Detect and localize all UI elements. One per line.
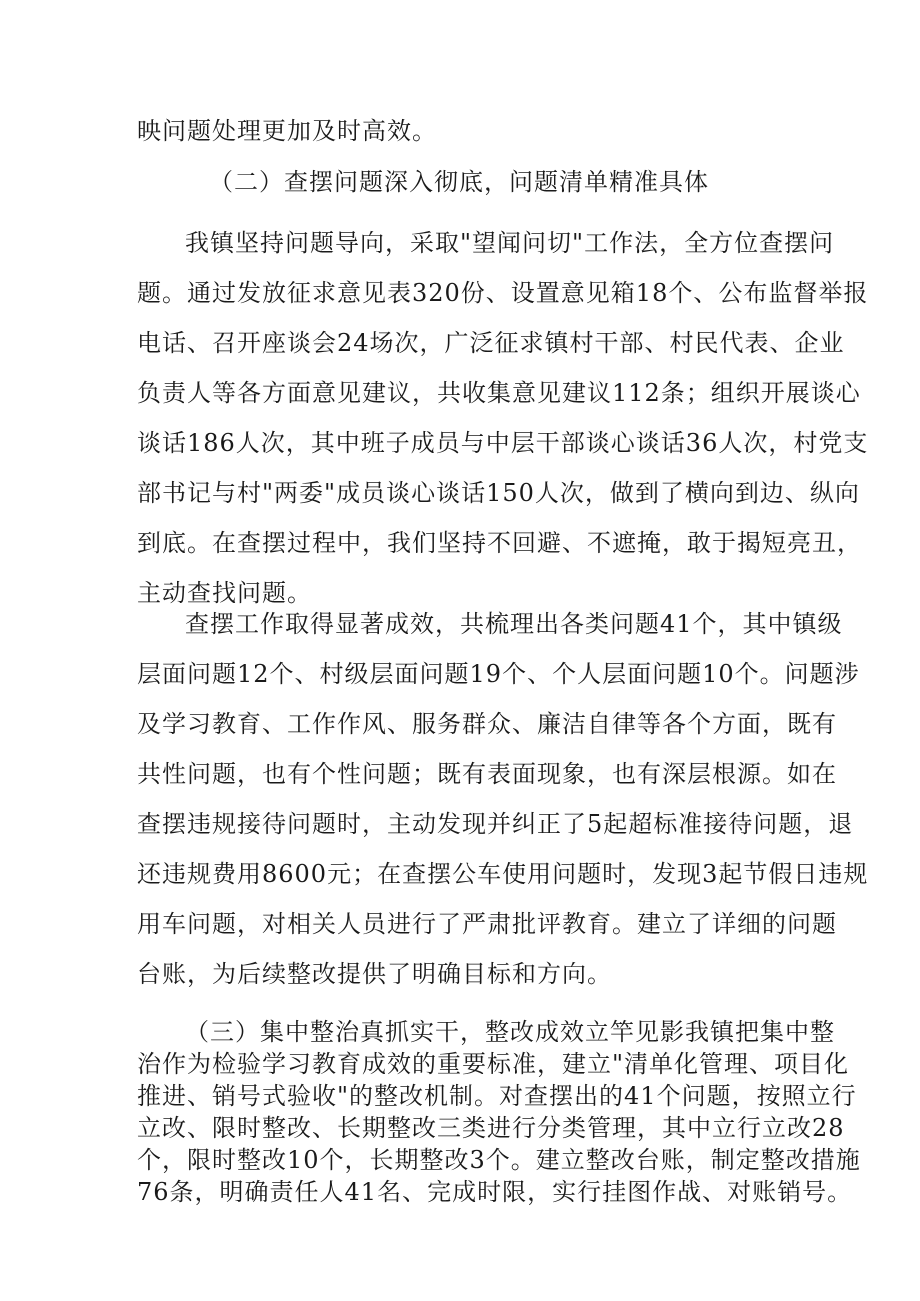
text-line: 治作为检验学习教育成效的重要标准，建立"清单化管理、项目化: [137, 1050, 850, 1078]
text-line: 到底。在查摆过程中，我们坚持不回避、不遮掩，敢于揭短亮丑，: [137, 529, 862, 557]
text-line: 谈话186人次，其中班子成员与中层干部谈心谈话36人次，村党支: [137, 429, 869, 457]
text-line: 部书记与村"两委"成员谈心谈话150人次，做到了横向到边、纵向: [137, 479, 860, 507]
text-line: 台账，为后续整改提供了明确目标和方向。: [137, 960, 612, 988]
text-line: （三）集中整治真抓实干，整改成效立竿见影我镇把集中整: [185, 1018, 835, 1046]
text-line: 推进、销号式验收"的整改机制。对查摆出的41个问题，按照立行: [137, 1082, 857, 1110]
paragraph-results: [137, 599, 869, 999]
text-line: 题。通过发放征求意见表320份、设置意见箱18个、公布监督举报: [137, 279, 869, 307]
text-line: 电话、召开座谈会24场次，广泛征求镇村干部、村民代表、企业: [137, 329, 845, 357]
text-line: 用车问题，对相关人员进行了严肃批评教育。建立了详细的问题: [137, 910, 837, 938]
paragraph-continuation: [137, 115, 789, 147]
text-line: 及学习教育、工作作风、服务群众、廉洁自律等各个方面，既有: [137, 710, 837, 738]
text-line: 查摆违规接待问题时，主动发现并纠正了5起超标准接待问题，退: [137, 810, 854, 838]
text-line: 76条，明确责任人41名、完成时限，实行挂图作战、对账销号。: [137, 1178, 853, 1206]
text-line: 我镇坚持问题导向，采取"望闻问切"工作法，全方位查摆问: [185, 229, 835, 257]
text-line: 还违规费用8600元；在查摆公车使用问题时，发现3起节假日违规: [137, 860, 869, 888]
text-line: 立改、限时整改、长期整改三类进行分类管理，其中立行立改28: [137, 1114, 845, 1142]
text-line: 层面问题12个、村级层面问题19个、个人层面问题10个。问题涉: [137, 660, 860, 688]
heading-line: （二）查摆问题深入彻底，问题清单精准具体: [209, 168, 709, 196]
section-heading-2: [137, 166, 789, 198]
text-line: 负责人等各方面意见建议，共收集意见建议112条；组织开展谈心: [137, 379, 861, 407]
text-line: 主动查找问题。: [137, 579, 312, 607]
text-line: 映问题处理更加及时高效。: [137, 117, 437, 145]
text-line: 共性问题，也有个性问题；既有表面现象，也有深层根源。如在: [137, 760, 837, 788]
text-line: 查摆工作取得显著成效，共梳理出各类问题41个，其中镇级: [185, 610, 843, 638]
paragraph-rectification: [137, 1016, 861, 1208]
text-line: 个，限时整改10个，长期整改3个。建立整改台账，制定整改措施: [137, 1146, 861, 1174]
paragraph-problem-finding: [137, 218, 869, 618]
